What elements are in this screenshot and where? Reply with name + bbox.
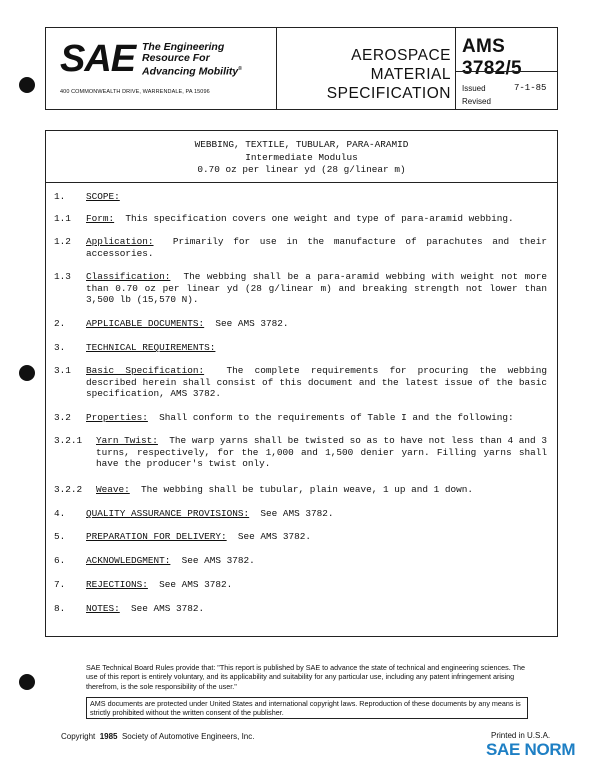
punch-hole-top	[19, 77, 35, 93]
section-1-3: 1.3 Classification: The webbing shall be a para-aramid webbing with weight not more than 0.70 oz per linear yd (28 g/linear m) and breaking strength not lower than 3,500 lb (15,570 N).	[54, 271, 547, 305]
section-4: 4. QUALITY ASSURANCE PROVISIONS: See AMS 3782.	[54, 508, 334, 519]
ams-number: AMS 3782/5	[462, 36, 522, 79]
section-1-1: 1.1 Form: This specification covers one weight and type of para-aramid webbing.	[54, 213, 514, 224]
copyright-line: Copyright 1985 Society of Automotive Engineers, Inc.	[61, 732, 255, 741]
revised-label: Revised	[462, 97, 491, 106]
punch-hole-bottom	[19, 674, 35, 690]
issued-label: Issued	[462, 84, 486, 93]
punch-hole-middle	[19, 365, 35, 381]
section-6: 6. ACKNOWLEDGMENT: See AMS 3782.	[54, 555, 255, 566]
board-rules-notice: SAE Technical Board Rules provide that: "This report is published by SAE to advance the state of technical and engineering sciences. The use of this report is entirely voluntary, and its applicability and suitability for any particular use, including any patent infringement arising therefrom, is the sole responsibility of the user."	[86, 663, 525, 691]
section-3-2: 3.2 Properties: Shall conform to the requirements of Table I and the following:	[54, 412, 514, 423]
publisher-address: 400 COMMONWEALTH DRIVE, WARRENDALE, PA 15096	[60, 89, 210, 95]
tagline: The Engineering Resource For Advancing Mobility®	[142, 41, 242, 78]
section-1-2: 1.2 Application: Primarily for use in the manufacture of parachutes and their accessories.	[54, 236, 547, 259]
document-title: WEBBING, TEXTILE, TUBULAR, PARA-ARAMID Intermediate Modulus 0.70 oz per linear yd (28 g/linear m)	[194, 139, 409, 175]
document-header	[45, 27, 558, 110]
section-3-2-2: 3.2.2 Weave: The webbing shall be tubular, plain weave, 1 up and 1 down.	[54, 484, 473, 495]
document-type: AEROSPACE MATERIAL SPECIFICATION	[277, 28, 456, 109]
section-1: 1. SCOPE:	[54, 191, 120, 202]
publisher-block	[46, 28, 277, 109]
section-3-2-1: 3.2.1 Yarn Twist: The warp yarns shall be twisted so as to have not less than 4 and 3 turns, respectively, for the 1,000 and 1,500 denier yarn. Filling yarns shall have the producer's twist only.	[54, 435, 547, 469]
document-id-block	[456, 28, 557, 109]
sae-logo: SAE	[60, 38, 136, 80]
divider	[456, 71, 557, 72]
printed-in: Printed in U.S.A.	[491, 731, 551, 740]
section-3: 3. TECHNICAL REQUIREMENTS:	[54, 342, 216, 353]
section-2: 2. APPLICABLE DOCUMENTS: See AMS 3782.	[54, 318, 289, 329]
specification-body	[45, 130, 558, 637]
title-divider	[46, 182, 557, 183]
section-5: 5. PREPARATION FOR DELIVERY: See AMS 3782.	[54, 531, 312, 542]
section-8: 8. NOTES: See AMS 3782.	[54, 603, 205, 614]
section-3-1: 3.1 Basic Specification: The complete requirements for procuring the webbing described herein shall consist of this document and the latest issue of the basic specification, AMS 3782.	[54, 365, 547, 399]
copyright-notice-box: AMS documents are protected under United States and international copyright laws. Reproduction of these documents by any means is strictly prohibited without the written consent of the publisher.	[86, 697, 528, 719]
section-7: 7. REJECTIONS: See AMS 3782.	[54, 579, 233, 590]
issued-date: 7-1-85	[514, 83, 547, 93]
sae-norm-watermark: SAE NORM	[486, 740, 576, 759]
